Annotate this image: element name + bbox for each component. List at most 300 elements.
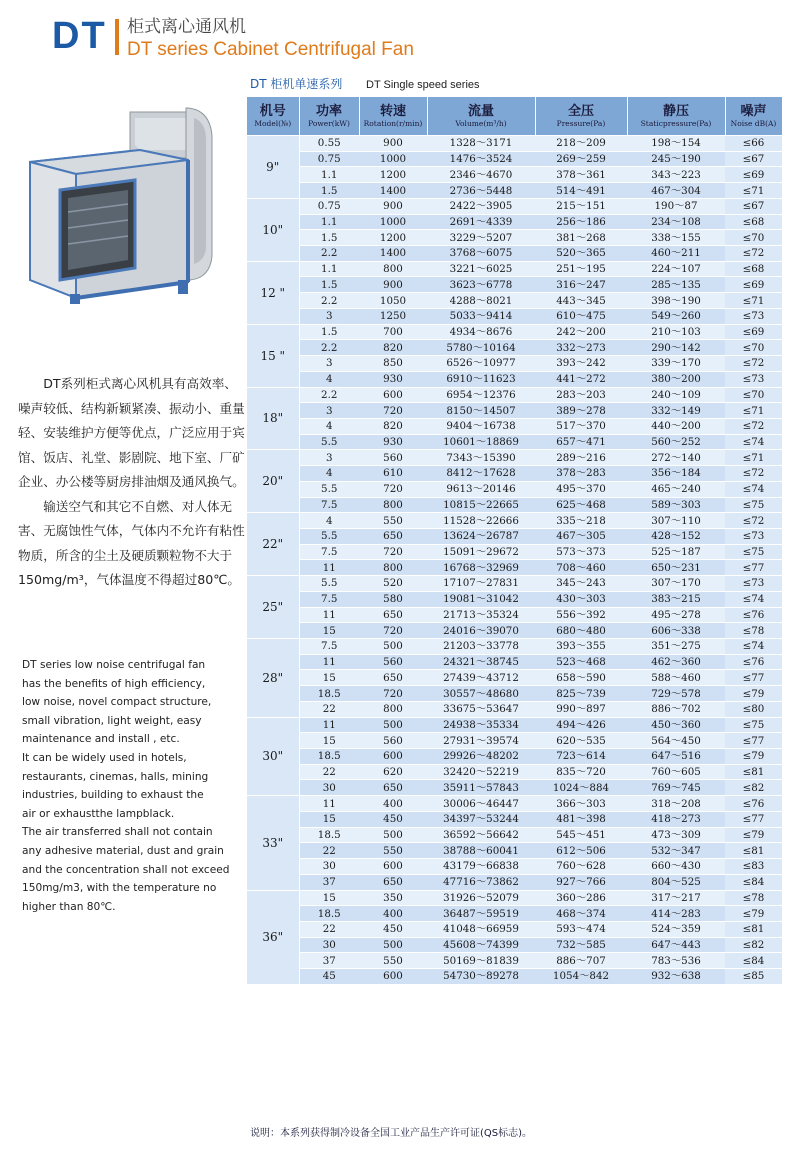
table-cell: 1000 [359,151,427,167]
table-cell: 428～152 [627,528,725,544]
table-cell: 4934～8676 [427,324,535,340]
description-en-line: restaurants, cinemas, halls, mining [22,770,209,783]
column-header [299,97,359,136]
model-cell: 22" [247,513,299,576]
table-cell: 2.2 [299,246,359,262]
table-row [247,607,782,623]
table-cell: 2691～4339 [427,214,535,230]
table-cell: ≤69 [725,167,782,183]
table-cell: 36487～59519 [427,906,535,922]
table-row [247,371,782,387]
table-cell: 650 [359,607,427,623]
table-cell: 18.5 [299,906,359,922]
table-row [247,969,782,984]
table-cell: 495～370 [535,481,627,497]
table-row [247,591,782,607]
table-cell: 900 [359,136,427,152]
table-cell: ≤73 [725,528,782,544]
table-row [247,560,782,576]
table-row [247,827,782,843]
model-cell: 20" [247,450,299,513]
table-cell: 37 [299,874,359,890]
table-cell: 610～475 [535,308,627,324]
table-cell: 1000 [359,214,427,230]
table-row [247,670,782,686]
table-body [247,136,782,984]
table-cell: 900 [359,198,427,214]
table-cell: 3623～6778 [427,277,535,293]
table-row [247,701,782,717]
table-cell: ≤71 [725,450,782,466]
table-cell: 4 [299,513,359,529]
table-cell: 18.5 [299,686,359,702]
table-row [247,167,782,183]
table-row [247,874,782,890]
spec-table [247,97,783,984]
table-cell: 467～304 [627,183,725,199]
table-cell: 5.5 [299,481,359,497]
table-cell: 2.2 [299,340,359,356]
table-cell: 550 [359,953,427,969]
table-cell: 517～370 [535,418,627,434]
description-en-line: higher than 80℃. [22,900,116,913]
table-cell: 440～200 [627,418,725,434]
column-header-en: Noise dB(A) [730,118,777,128]
table-cell: 47716～73862 [427,874,535,890]
table-cell: 289～216 [535,450,627,466]
table-cell: 22 [299,921,359,937]
table-cell: 3768～6075 [427,246,535,262]
table-cell: 7.5 [299,591,359,607]
table-cell: 11 [299,654,359,670]
table-cell: 468～374 [535,906,627,922]
table-cell: 15 [299,811,359,827]
table-cell: ≤73 [725,576,782,592]
column-header-cn: 流量 [467,103,494,119]
table-cell: 660～430 [627,859,725,875]
table-cell: 600 [359,859,427,875]
table-cell: ≤70 [725,387,782,403]
table-cell: 22 [299,764,359,780]
page-title-cn: 柜式离心通风机 [127,17,246,37]
table-cell: 1250 [359,308,427,324]
table-cell: 242～200 [535,324,627,340]
brand-logo: DT [52,15,107,57]
table-cell: 338～155 [627,230,725,246]
table-row [247,906,782,922]
column-header-en: Power(kW) [308,118,350,128]
table-row [247,733,782,749]
table-cell: 32420～52219 [427,764,535,780]
table-cell: ≤71 [725,403,782,419]
table-cell: ≤79 [725,749,782,765]
table-cell: 1200 [359,230,427,246]
table-cell: ≤72 [725,513,782,529]
table-cell: ≤78 [725,623,782,639]
table-cell: 729～578 [627,686,725,702]
column-header [725,97,782,136]
table-cell: 932～638 [627,969,725,984]
table-cell: 800 [359,560,427,576]
series-label-cn: DT 柜机单速系列 [250,77,343,91]
table-cell: 7343～15390 [427,450,535,466]
table-cell: 332～273 [535,340,627,356]
table-cell: 658～590 [535,670,627,686]
table-cell: 2.2 [299,387,359,403]
table-cell: 240～109 [627,387,725,403]
table-cell: 16768～32969 [427,560,535,576]
table-cell: 1.1 [299,167,359,183]
column-header [627,97,725,136]
table-row [247,183,782,199]
table-cell: 657～471 [535,434,627,450]
table-cell: 18.5 [299,827,359,843]
table-cell: 24321～38745 [427,654,535,670]
table-cell: ≤77 [725,670,782,686]
table-cell: ≤73 [725,371,782,387]
table-cell: 606～338 [627,623,725,639]
table-cell: 723～614 [535,749,627,765]
table-cell: 1.5 [299,277,359,293]
table-cell: 380～200 [627,371,725,387]
table-cell: 450 [359,811,427,827]
table-row [247,308,782,324]
table-cell: 524～359 [627,921,725,937]
table-cell: 290～142 [627,340,725,356]
table-cell: 1.5 [299,183,359,199]
column-header-cn: 转速 [379,103,406,119]
table-cell: 21713～35324 [427,607,535,623]
table-cell: 820 [359,340,427,356]
table-cell: ≤66 [725,136,782,152]
table-cell: 760～628 [535,859,627,875]
table-cell: 6526～10977 [427,356,535,372]
table-cell: ≤80 [725,701,782,717]
table-cell: ≤82 [725,937,782,953]
table-row [247,246,782,262]
table-cell: 7.5 [299,497,359,513]
table-row [247,921,782,937]
table-row [247,466,782,482]
table-cell: ≤70 [725,340,782,356]
table-cell: 215～151 [535,198,627,214]
table-row [247,890,782,906]
column-header [535,97,627,136]
table-cell: 525～187 [627,544,725,560]
table-cell: ≤76 [725,607,782,623]
table-cell: 3229～5207 [427,230,535,246]
table-cell: 30006～46447 [427,796,535,812]
table-cell: ≤82 [725,780,782,796]
table-cell: 30 [299,859,359,875]
table-cell: 625～468 [535,497,627,513]
table-cell: ≤77 [725,811,782,827]
table-cell: 13624～26787 [427,528,535,544]
table-cell: 27439～43712 [427,670,535,686]
table-cell: 650 [359,670,427,686]
table-cell: 462～360 [627,654,725,670]
table-cell: ≤76 [725,654,782,670]
table-row [247,481,782,497]
table-cell: 600 [359,969,427,984]
table-cell: ≤74 [725,639,782,655]
table-row [247,623,782,639]
table-cell: 5780～10164 [427,340,535,356]
table-cell: 9613～20146 [427,481,535,497]
table-cell: 27931～39574 [427,733,535,749]
page-title-en: DT series Cabinet Centrifugal Fan [127,39,414,60]
table-cell: 520～365 [535,246,627,262]
table-cell: 37 [299,953,359,969]
table-cell: 650 [359,528,427,544]
table-cell: 283～203 [535,387,627,403]
table-cell: 35911～57843 [427,780,535,796]
model-cell: 28" [247,639,299,718]
table-cell: 332～149 [627,403,725,419]
table-cell: 495～278 [627,607,725,623]
table-cell: 4288～8021 [427,293,535,309]
table-cell: ≤77 [725,733,782,749]
table-row [247,450,782,466]
column-header [427,97,535,136]
table-cell: 514～491 [535,183,627,199]
column-header [247,97,299,136]
column-header-cn: 静压 [662,103,689,119]
description-cn [18,372,248,593]
table-cell: 720 [359,623,427,639]
table-cell: 269～259 [535,151,627,167]
table-cell: 218～209 [535,136,627,152]
table-cell: 414～283 [627,906,725,922]
table-cell: ≤74 [725,591,782,607]
table-cell: 360～286 [535,890,627,906]
table-cell: 800 [359,497,427,513]
table-row [247,780,782,796]
model-cell: 30" [247,717,299,796]
table-cell: 2736～5448 [427,183,535,199]
table-cell: 467～305 [535,528,627,544]
table-cell: 316～247 [535,277,627,293]
table-cell: ≤83 [725,859,782,875]
table-cell: ≤79 [725,906,782,922]
table-cell: 11 [299,560,359,576]
table-cell: ≤74 [725,434,782,450]
table-cell: 378～361 [535,167,627,183]
table-cell: 45 [299,969,359,984]
table-cell: 450 [359,921,427,937]
table-cell: 15 [299,623,359,639]
table-cell: 0.75 [299,198,359,214]
table-cell: 10601～18869 [427,434,535,450]
table-cell: 335～218 [535,513,627,529]
table-cell: 7.5 [299,639,359,655]
table-cell: 1024～884 [535,780,627,796]
table-cell: 2346～4670 [427,167,535,183]
footnote: 说明：本系列获得制冷设备全国工业产品生产许可证(QS标志)。 [250,1128,533,1139]
description-en-line: and the concentration shall not exceed [22,863,230,876]
description-en-line: air or exhaustthe lampblack. [22,807,175,820]
table-cell: 545～451 [535,827,627,843]
table-cell: 22 [299,701,359,717]
table-row [247,151,782,167]
table-cell: 500 [359,717,427,733]
table-cell: 285～135 [627,277,725,293]
table-cell: 29926～48202 [427,749,535,765]
description-cn-paragraph-1: DT系列柜式离心风机具有高效率、噪声较低、结构新颖紧凑、振动小、重量轻、安装维护方便等优点，广泛应用于宾馆、饭店、礼堂、影剧院、地下室、厂矿企业、办公楼等厨房排油烟及通风换气。 [18,376,245,489]
table-cell: 15 [299,733,359,749]
table-cell: ≤73 [725,308,782,324]
table-cell: 560～252 [627,434,725,450]
table-cell: 1400 [359,246,427,262]
table-row [247,418,782,434]
description-en-line: industries, building to exhaust the [22,789,204,802]
table-cell: 700 [359,324,427,340]
table-cell: 3 [299,450,359,466]
table-cell: ≤71 [725,183,782,199]
table-cell: ≤67 [725,198,782,214]
table-cell: 54730～89278 [427,969,535,984]
table-cell: 50169～81839 [427,953,535,969]
table-row [247,230,782,246]
description-en-line: It can be widely used in hotels, [22,751,187,764]
table-cell: 0.75 [299,151,359,167]
table-cell: 500 [359,937,427,953]
table-cell: ≤84 [725,874,782,890]
table-cell: 650 [359,780,427,796]
table-cell: 589～303 [627,497,725,513]
table-cell: 3 [299,356,359,372]
description-en-line: has the benefits of high efficiency, [22,677,206,690]
table-cell: 41048～66959 [427,921,535,937]
table-cell: 30 [299,937,359,953]
table-cell: 1.5 [299,324,359,340]
table-cell: 1050 [359,293,427,309]
table-cell: 15 [299,670,359,686]
table-cell: ≤72 [725,246,782,262]
table-cell: 45608～74399 [427,937,535,953]
table-cell: 245～190 [627,151,725,167]
table-cell: 1.5 [299,230,359,246]
table-cell: ≤78 [725,890,782,906]
description-en-line: small vibration, light weight, easy [22,714,202,727]
table-cell: 1400 [359,183,427,199]
table-row [247,214,782,230]
table-cell: 17107～27831 [427,576,535,592]
table-row [247,717,782,733]
table-cell: 400 [359,906,427,922]
table-cell: 804～525 [627,874,725,890]
table-cell: ≤74 [725,481,782,497]
table-cell: 580 [359,591,427,607]
table-cell: 8412～17628 [427,466,535,482]
table-cell: 549～260 [627,308,725,324]
table-cell: ≤84 [725,953,782,969]
table-cell: 720 [359,403,427,419]
table-row [247,261,782,277]
table-cell: ≤72 [725,356,782,372]
table-cell: 600 [359,749,427,765]
table-cell: ≤70 [725,230,782,246]
table-cell: 198～154 [627,136,725,152]
table-cell: 24016～39070 [427,623,535,639]
table-cell: 783～536 [627,953,725,969]
series-label-en: DT Single speed series [366,79,480,91]
column-header-cn: 功率 [315,103,342,119]
table-cell: 4 [299,371,359,387]
table-cell: 8150～14507 [427,403,535,419]
table-cell: 18.5 [299,749,359,765]
table-cell: 647～443 [627,937,725,953]
table-cell: 256～186 [535,214,627,230]
column-header-en: Rotation(r/min) [363,118,423,128]
table-cell: 36592～56642 [427,827,535,843]
table-cell: ≤71 [725,293,782,309]
table-cell: 441～272 [535,371,627,387]
description-en-line: 150mg/m3, with the temperature no [22,882,217,895]
table-cell: 366～303 [535,796,627,812]
table-row [247,764,782,780]
table-cell: 398～190 [627,293,725,309]
table-cell: 650 [359,874,427,890]
table-cell: 620 [359,764,427,780]
table-cell: 210～103 [627,324,725,340]
table-cell: 523～468 [535,654,627,670]
table-cell: 3221～6025 [427,261,535,277]
cabinet-fan-image [0,0,250,310]
model-cell: 25" [247,576,299,639]
table-cell: 1.1 [299,261,359,277]
table-cell: 43179～66838 [427,859,535,875]
table-cell: 5.5 [299,434,359,450]
table-row [247,843,782,859]
table-cell: 820 [359,418,427,434]
table-cell: 825～739 [535,686,627,702]
table-cell: 3 [299,403,359,419]
description-en-line: maintenance and install , etc. [22,733,180,746]
table-cell: 886～707 [535,953,627,969]
table-cell: 930 [359,434,427,450]
table-cell: 6910～11623 [427,371,535,387]
table-row [247,434,782,450]
table-cell: 720 [359,481,427,497]
table-cell: 19081～31042 [427,591,535,607]
table-cell: 34397～53244 [427,811,535,827]
table-cell: 38788～60041 [427,843,535,859]
table-cell: 30 [299,780,359,796]
table-row [247,937,782,953]
table-cell: 3 [299,308,359,324]
table-row [247,293,782,309]
table-cell: 560 [359,733,427,749]
description-en-line: any adhesive material, dust and grain [22,844,224,857]
model-cell: 9" [247,136,299,199]
table-row [247,811,782,827]
column-header-cn: 噪声 [740,103,767,119]
table-cell: 307～110 [627,513,725,529]
table-cell: 500 [359,827,427,843]
column-header [359,97,427,136]
table-cell: 22 [299,843,359,859]
table-header-row [247,97,782,136]
description-en-line: DT series low noise centrifugal fan [22,659,206,671]
description-cn-paragraph-2: 输送空气和其它不自燃、对人体无害、无腐蚀性气体，气体内不允许有粘性物质，所含的尘土及硬质颗粒物不大于150mg/m³，气体温度不得超过80℃。 [18,498,245,587]
table-cell: 400 [359,796,427,812]
table-cell: ≤75 [725,497,782,513]
table-cell: ≤81 [725,764,782,780]
table-cell: 430～303 [535,591,627,607]
table-cell: 318～208 [627,796,725,812]
table-cell: ≤79 [725,686,782,702]
